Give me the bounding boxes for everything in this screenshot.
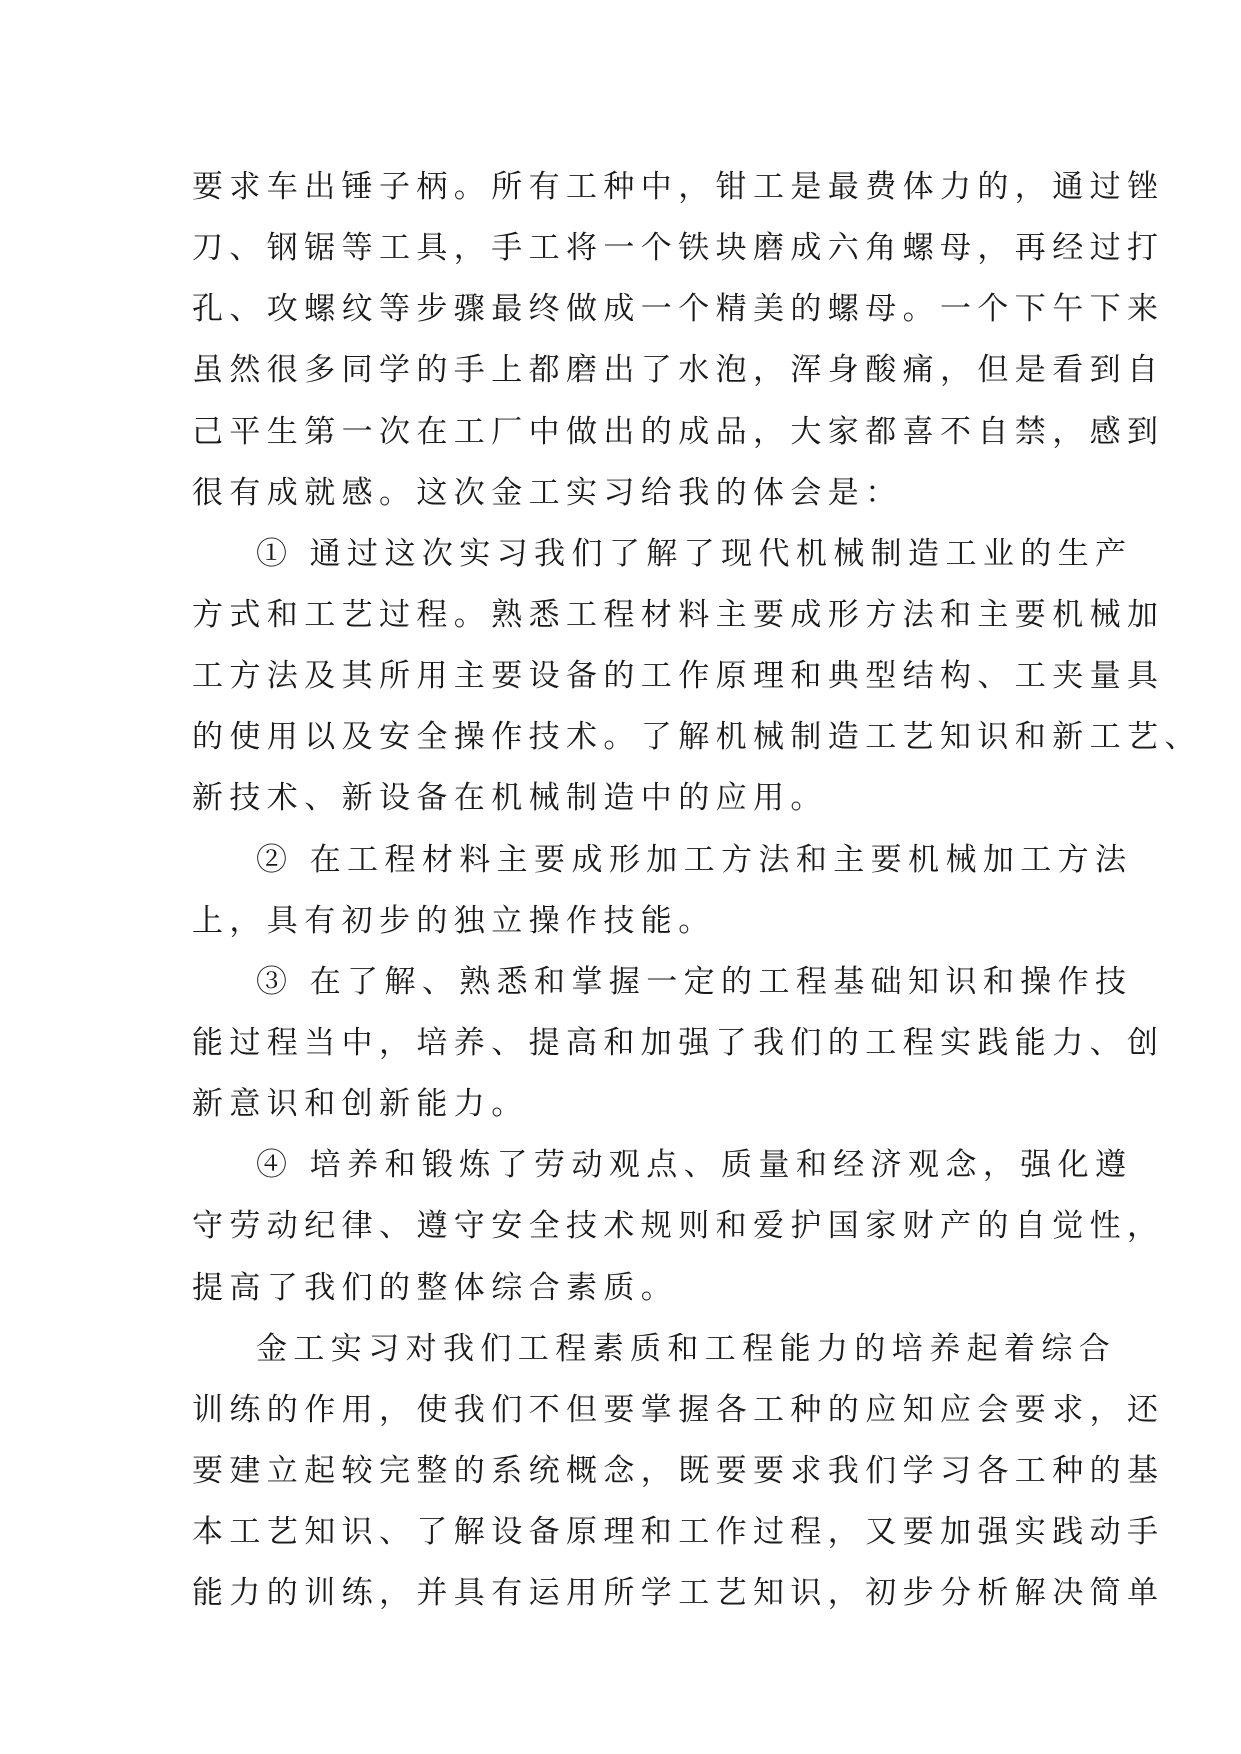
text-line: 本工艺知识、了解设备原理和工作过程，又要加强实践动手	[192, 1514, 1165, 1551]
text-line: 能过程当中，培养、提高和加强了我们的工程实践能力、创	[192, 1024, 1165, 1061]
text-line: 孔、攻螺纹等步骤最终做成一个精美的螺母。一个下午下来	[192, 291, 1165, 328]
text-line: 提高了我们的整体综合素质。	[192, 1269, 679, 1306]
text-line: 工方法及其所用主要设备的工作原理和典型结构、工夹量具	[192, 658, 1165, 695]
body-text	[192, 157, 1202, 1624]
text-line: 要建立起较完整的系统概念，既要要求我们学习各工种的基	[192, 1452, 1165, 1489]
text-line: 守劳动纪律、遵守安全技术规则和爱护国家财产的自觉性，	[192, 1208, 1165, 1245]
text-line: 训练的作用，使我们不但要掌握各工种的应知应会要求，还	[192, 1391, 1165, 1428]
list-item-2-first-line: ② 在工程材料主要成形加工方法和主要机械加工方法	[256, 841, 1133, 878]
list-item-3-first-line: ③ 在了解、熟悉和掌握一定的工程基础知识和操作技	[256, 963, 1133, 1000]
text-line: 刀、钢锯等工具，手工将一个铁块磨成六角螺母，再经过打	[192, 230, 1165, 267]
text-line: 虽然很多同学的手上都磨出了水泡，浑身酸痛，但是看到自	[192, 352, 1165, 389]
text-line: 上，具有初步的独立操作技能。	[192, 902, 716, 939]
text-line: 己平生第一次在工厂中做出的成品，大家都喜不自禁，感到	[192, 413, 1165, 450]
list-item-1-first-line: ① 通过这次实习我们了解了现代机械制造工业的生产	[256, 535, 1133, 572]
text-line: 新技术、新设备在机械制造中的应用。	[192, 780, 828, 817]
text-line: 方式和工艺过程。熟悉工程材料主要成形方法和主要机械加	[192, 596, 1165, 633]
text-line: 能力的训练，并具有运用所学工艺知识，初步分析解决简单	[192, 1575, 1165, 1612]
text-line: 很有成就感。这次金工实习给我的体会是：	[192, 474, 903, 511]
text-line: 要求车出锤子柄。所有工种中，钳工是最费体力的，通过锉	[192, 169, 1165, 205]
text-line: 的使用以及安全操作技术。了解机械制造工艺知识和新工艺、	[192, 719, 1202, 756]
paragraph-first-line: 金工实习对我们工程素质和工程能力的培养起着综合	[256, 1330, 1117, 1367]
list-item-4-first-line: ④ 培养和锻炼了劳动观点、质量和经济观念，强化遵	[256, 1147, 1133, 1184]
text-line: 新意识和创新能力。	[192, 1086, 529, 1123]
